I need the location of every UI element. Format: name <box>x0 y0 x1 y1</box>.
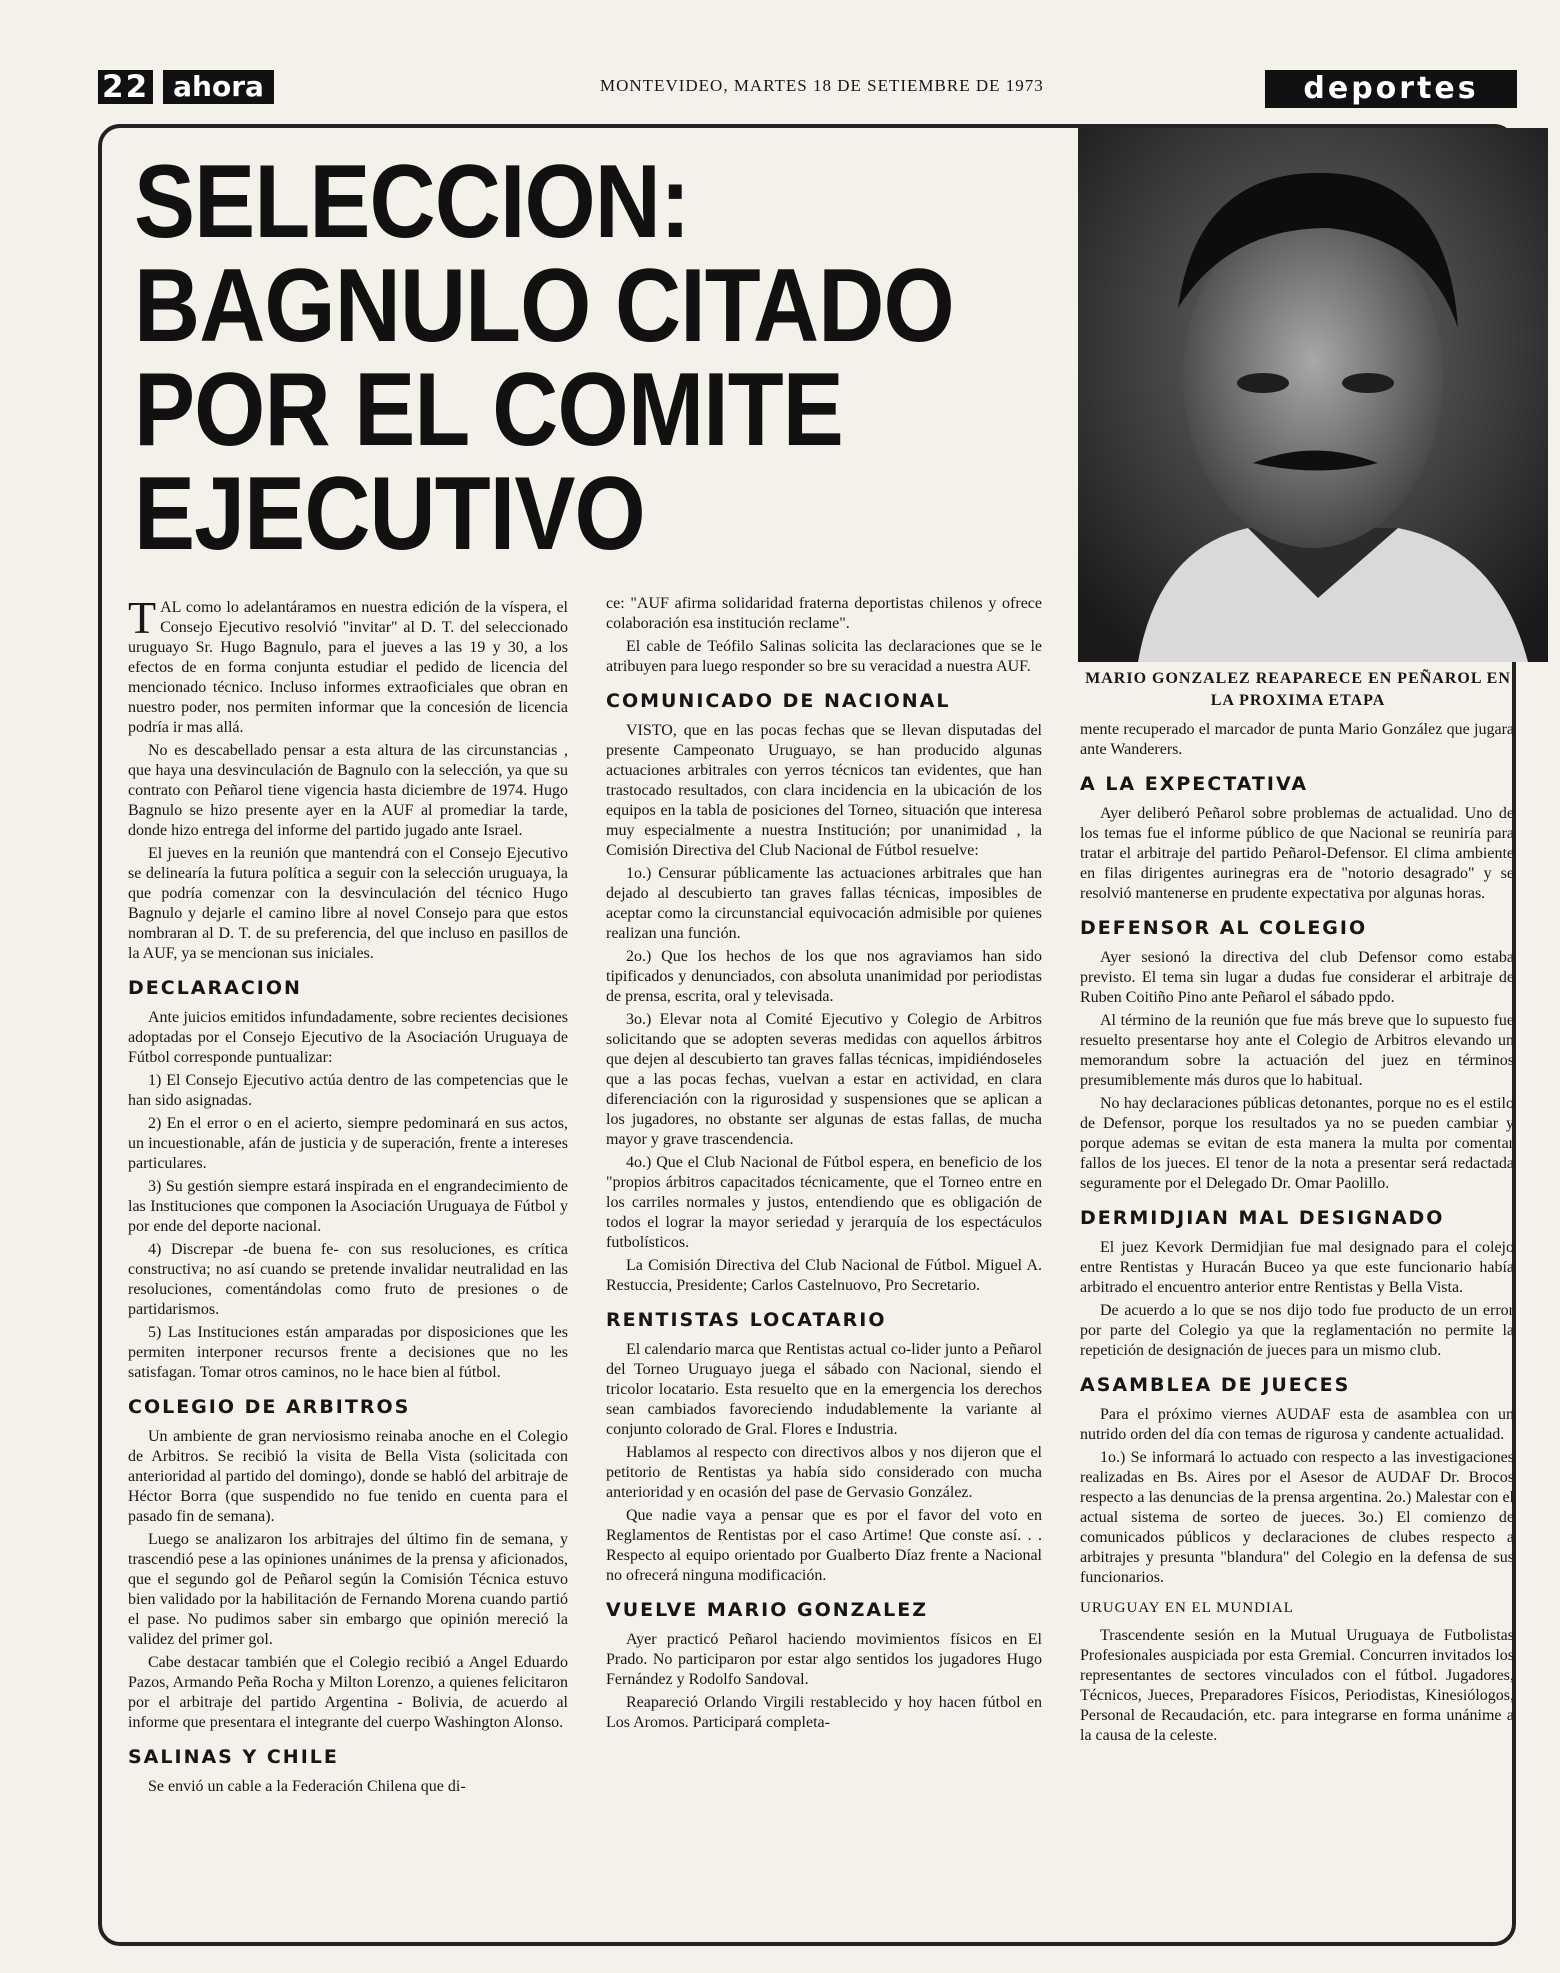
paragraph: Un ambiente de gran nerviosismo reinaba anoche en el Colegio de Arbitros. Se recibió la visita de Bella Vista (solicitada con anterioridad al partido del domingo), donde se habló del arbitraje de Héctor Borra (que suspendido no fue tenido en cuenta para el pasado fin de semana). <box>128 1428 568 1525</box>
paragraph: 1o.) Se informará lo actuado con respecto a las investigaciones realizadas en Bs. Aires por el Asesor de AUDAF Dr. Brocos respecto a las denuncias de la prensa argentina. 2o.) Malestar con el actual sistema de sorteo de jueces. 3o.) El comienzo de comunicados públicos y declaraciones de clubes respecto a arbitrajes y presunta "blandura" del Colegio en la defensa de sus funcionarios. <box>1080 1449 1514 1586</box>
player-photo <box>1078 128 1548 662</box>
paragraph: Ayer deliberó Peñarol sobre problemas de actualidad. Uno de los temas fue el informe público de que Nacional se reuniría para tratar el arbitraje del partido Peñarol-Defensor. El clima ambiente en filas dirigentes aurinegras era de "notorio desagrado" y se resolvió mantenerse en prudente expectativa por algunas horas. <box>1080 805 1514 902</box>
paragraph: 3) Su gestión siempre estará inspirada en el engrandecimiento de las Instituciones que componen la Asociación Uruguaya de Fútbol y por ende del deporte nacional. <box>128 1178 568 1235</box>
headline-line: BAGNULO CITADO <box>134 248 954 364</box>
column-2 <box>606 594 1042 1736</box>
drop-cap: T <box>128 592 157 643</box>
paragraph: 4) Discrepar -de buena fe- con sus resoluciones, es crítica constructiva; no así cuando se pretende invalidar neutralidad en las resoluciones, comentándolas como fruto de presiones o de partidarismos. <box>128 1241 568 1318</box>
photo-caption <box>1078 668 1518 712</box>
subheading-rentistas: RENTISTAS LOCATARIO <box>606 1309 887 1331</box>
paragraph: El jueves en la reunión que mantendrá con el Consejo Ejecutivo se delinearía la futura política a seguir con la selección uruguaya, la que podría comenzar con la desvinculación del técnico Hugo Bagnulo y dejarle el camino libre al novel Consejo para que estos nombraran al D. T. de su preferencia, del que incluso en pasillos de la AUF, ya se mencionan sus iniciales. <box>128 845 568 962</box>
headline-line: POR EL COMITE <box>134 352 843 468</box>
paragraph: De acuerdo a lo que se nos dijo todo fue producto de un error por parte del Colegio ya que la reglamentación no permite la repetición de designación de jueces para un mismo club. <box>1080 1302 1514 1359</box>
paragraph: 2o.) Que los hechos de los que nos agraviamos han sido tipificados y denunciados, con absoluta unanimidad por periodistas de prensa, escrita, oral y televisada. <box>606 948 1042 1005</box>
paragraph: Ante juicios emitidos infundadamente, sobre recientes decisiones adoptadas por el Consejo Ejecutivo de la Asociación Uruguaya de Fútbol corresponde puntualizar: <box>128 1009 568 1066</box>
paragraph: Trascendente sesión en la Mutual Uruguaya de Futbolistas Profesionales auspiciada por esta Gremial. Concurren invitados los representantes de sectores vinculados con el fútbol. Jugadores, Técnicos, Jueces, Preparadores Físicos, Periodistas, Kinesiólogos, Personal de Recaudación, etc. para integrarse en forma unánime a la causa de la celeste. <box>1080 1627 1514 1744</box>
newspaper-name: ahora <box>163 70 274 104</box>
paragraph: No hay declaraciones públicas detonantes, porque no es el estilo de Defensor, porque los resultados ya no se pueden cambiar y porque ademas se evitan de esta manera la multa por comentar fallos de los jueces. El tenor de la nota a presentar será redactada seguramente por el Delegado Dr. Omar Paolillo. <box>1080 1095 1514 1192</box>
paragraph: Que nadie vaya a pensar que es por el favor del voto en Reglamentos de Rentistas por el caso Artime! Que conste así. . . Respecto al equipo orientado por Gualberto Díaz frente a Nacional no ofrecerá ninguna modificación. <box>606 1507 1042 1584</box>
page-number: 22 <box>98 70 153 104</box>
paragraph: 5) Las Instituciones están amparadas por disposiciones que les permiten interponer recursos frente a decisiones que no les satisfagan. Tomar otros caminos, no le hace bien al fútbol. <box>128 1324 568 1381</box>
paragraph: Se envió un cable a la Federación Chilena que di- <box>148 1778 466 1795</box>
section-label: deportes <box>1265 70 1517 108</box>
column-3 <box>1080 720 1514 1749</box>
paragraph: 2) En el error o en el acierto, siempre pedominará en sus actos, un incuestionable, afán de justicia y de superación, frente a intereses particulares. <box>128 1115 568 1172</box>
subheading-dermidjian: DERMIDJIAN MAL DESIGNADO <box>1080 1207 1445 1229</box>
paragraph: Ayer sesionó la directiva del club Defensor como estaba previsto. El tema sin lugar a dudas fue considerar el arbitraje de Ruben Coitiño Pino ante Peñarol el sábado ppdo. <box>1080 949 1514 1006</box>
paragraph: 4o.) Que el Club Nacional de Fútbol espera, en beneficio de los "propios árbitros capacitados técnicamente, que el Torneo entre en los carriles normales y justos, entendiendo que es obligación de todos el lograr la mayor seriedad y jerarquía de los espectáculos futbolísticos. <box>606 1154 1042 1251</box>
paragraph: Luego se analizaron los arbitrajes del último fin de semana, y trascendió pese a las opiniones unánimes de la prensa y aficionados, que el segundo gol de Peñarol según la Comisión Técnica estuvo bien validado por la habilitación de Fernando Morena cuando partió el pase. No pudimos saber sin embargo que opinión mereció la validez del primer gol. <box>128 1531 568 1648</box>
paragraph: Ayer practicó Peñarol haciendo movimientos físicos en El Prado. No participaron por estar algo sentidos los jugadores Hugo Fernández y Rodolfo Sandoval. <box>606 1631 1042 1688</box>
paragraph: Hablamos al respecto con directivos albos y nos dijeron que el petitorio de Rentistas ya había sido considerado con mucha anterioridad y en ocasión del pase de Gervasio González. <box>606 1444 1042 1501</box>
portrait-illustration <box>1078 128 1548 662</box>
paragraph: 3o.) Elevar nota al Comité Ejecutivo y Colegio de Arbitros solicitando que se adopten severas medidas con aquellos árbitros que dejen al descubierto tan graves fallas técnicas, impidiéndoseles que a las pocas fechas, vuelvan a estar en actividad, en clara diferenciación con la rigurosidad y suspensiones que se aplican a los jugadores, no obstante ser algunas de estas fallas, de mucha mayor y grave trascendencia. <box>606 1011 1042 1148</box>
paragraph: VISTO, que en las pocas fechas que se llevan disputadas del presente Campeonato Uruguayo, se han producido algunas actuaciones arbitrales con yerros técnicos tan evidentes, que han trastocado resultados, con clara incidencia en la ubicación de los equipos en la tabla de posiciones del Torneo, situación que interesa muy especialmente a nuestra Institución; por unanimidad , la Comisión Directiva del Club Nacional de Fútbol resuelve: <box>606 722 1042 859</box>
subheading-asamblea: ASAMBLEA DE JUECES <box>1080 1374 1351 1396</box>
paragraph: El juez Kevork Dermidjian fue mal designado para el colejo entre Rentistas y Huracán Buceo ya que este funcionario había arbitrado el encuentro anterior entre Rentistas y Bella Vista. <box>1080 1239 1514 1296</box>
headline <box>134 144 961 572</box>
caption-line: MARIO GONZALEZ REAPARECE EN PEÑAROL EN <box>1085 670 1511 687</box>
paragraph: El calendario marca que Rentistas actual co-lider junto a Peñarol del Torneo Uruguayo juega el sábado con Nacional, siendo el tricolor locatario. Esta resuelto que en la emergencia los derechos sean cambiados favoreciendo indudablemente la variante al conjunto colorado de Gral. Flores e Industria. <box>606 1341 1042 1438</box>
paragraph: 1) El Consejo Ejecutivo actúa dentro de las competencias que le han sido asignadas. <box>128 1072 568 1109</box>
paragraph: El cable de Teófilo Salinas solicita las declaraciones que se le atribuyen para luego responder so bre su veracidad a nuestra AUF. <box>606 638 1042 675</box>
paragraph: ce: "AUF afirma solidaridad fraterna deportistas chilenos y ofrece colaboración esa institución reclame". <box>606 595 1042 632</box>
paragraph: Reapareció Orlando Virgili restablecido y hoy hacen fútbol en Los Aromos. Participará completa- <box>606 1694 1042 1731</box>
subheading-declaracion: DECLARACION <box>128 977 302 999</box>
subheading-comunicado: COMUNICADO DE NACIONAL <box>606 690 951 712</box>
intro-paragraph <box>128 592 568 738</box>
paragraph: Para el próximo viernes AUDAF esta de asamblea con un nutrido orden del día con temas de rigurosa y candente actualidad. <box>1080 1406 1514 1443</box>
subheading-expectativa: A LA EXPECTATIVA <box>1080 773 1309 795</box>
paragraph: Cabe destacar también que el Colegio recibió a Angel Eduardo Pazos, Armando Peña Rocha y Milton Lorenzo, a quienes felicitaron por el arbitraje del partido Argentina - Bolivia, de acuerdo al informe que presentara el integrante del cuerpo Washington Alonso. <box>128 1654 568 1731</box>
intro-text: AL como lo adelantáramos en nuestra edición de la víspera, el Consejo Ejecutivo resolvió "invitar" al D. T. del seleccionado uruguayo Sr. Hugo Bagnulo, para el jueves a las 19 y 30, a los efectos de en forma conjunta estudiar el pedido de licencia del mencionado técnico. Incluso informes extraoficiales que obran en nuestro poder, nos permiten informar que la concesión de licencia podría ir mas allá. <box>128 599 568 736</box>
paragraph: Al término de la reunión que fue más breve que lo supuesto fue resuelto presentarse hoy ante el Colegio de Arbitros elevando un memorandum sobre la actuación del juez en términos presumiblemente más duros que lo habitual. <box>1080 1012 1514 1089</box>
subheading-defensor: DEFENSOR AL COLEGIO <box>1080 917 1368 939</box>
column-1 <box>128 592 568 1800</box>
masthead-left <box>98 70 274 104</box>
paragraph: No es descabellado pensar a esta altura de las circunstancias , que haya una desvinculación de Bagnulo con la selección, ya que su contrato con Peñarol tiene vigencia hasta diciembre de 1974. Hugo Bagnulo se hizo presente ayer en la AUF al promediar la tarde, donde hizo entrega del informe del partido jugado ante Israel. <box>128 742 568 839</box>
subheading-salinas: SALINAS Y CHILE <box>128 1746 339 1768</box>
subheading-vuelve: VUELVE MARIO GONZALEZ <box>606 1599 928 1621</box>
paragraph: 1o.) Censurar públicamente las actuaciones arbitrales que han dejado al descubierto tan graves fallas técnicas, imposibles de aceptar como la circunstancial equivocación admisible por quienes realizan una función. <box>606 865 1042 942</box>
subheading-colegio: COLEGIO DE ARBITROS <box>128 1396 411 1418</box>
dateline: MONTEVIDEO, MARTES 18 DE SETIEMBRE DE 1973 <box>600 76 1044 95</box>
headline-line: EJECUTIVO <box>134 456 645 572</box>
paragraph: mente recuperado el marcador de punta Mario González que jugara ante Wanderers. <box>1080 721 1514 758</box>
headline-line: SELECCION: <box>134 144 690 260</box>
caption-line: LA PROXIMA ETAPA <box>1210 692 1386 709</box>
subheading-mundial: URUGUAY EN EL MUNDIAL <box>1080 1600 1294 1616</box>
paragraph: La Comisión Directiva del Club Nacional de Fútbol. Miguel A. Restuccia, Presidente; Carlos Castelnuovo, Pro Secretario. <box>606 1257 1042 1294</box>
